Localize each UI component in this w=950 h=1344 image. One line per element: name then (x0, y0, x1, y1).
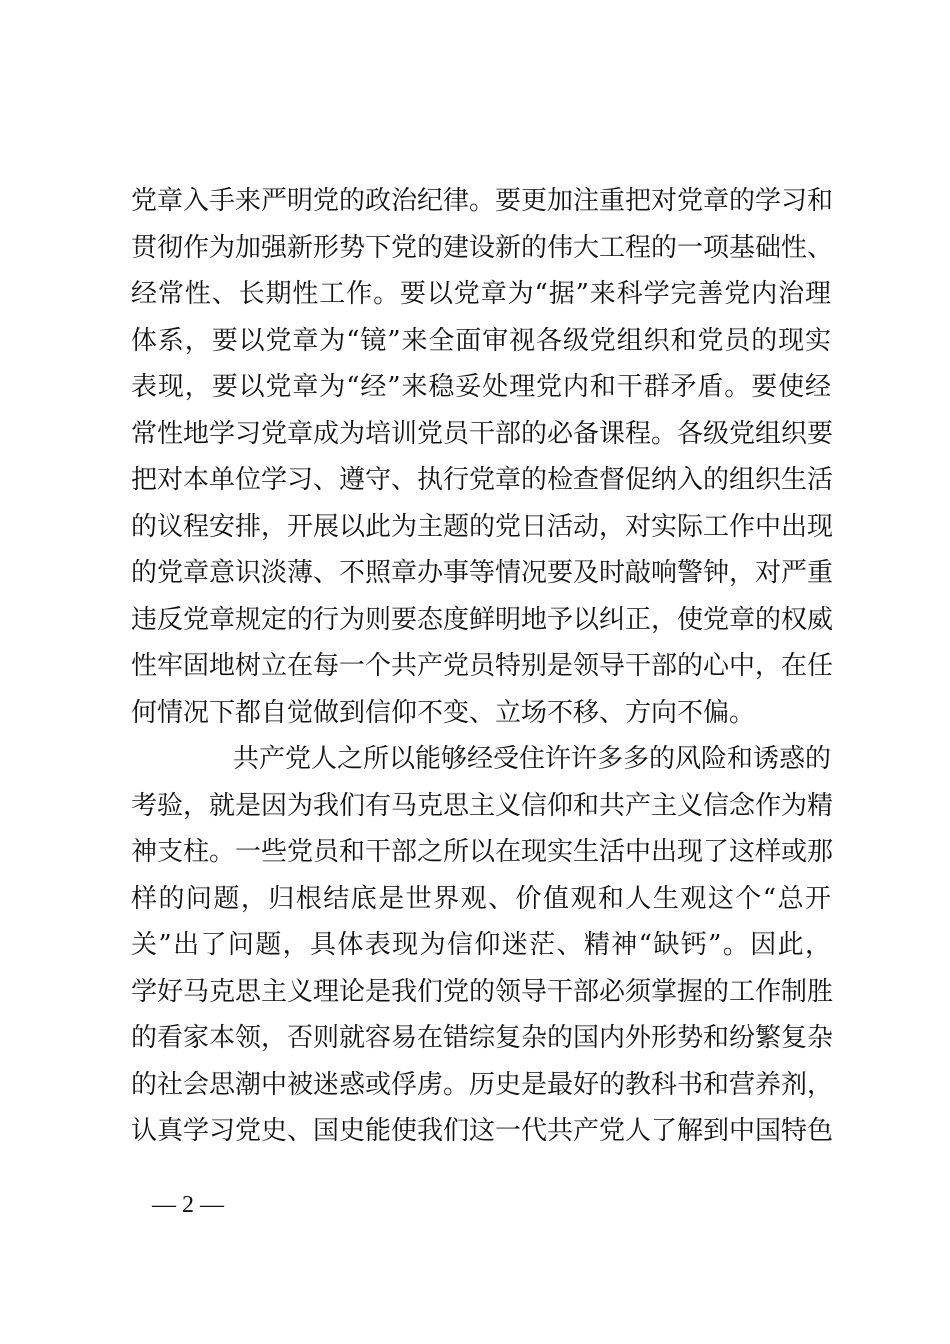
text-line: 把对本单位学习、遵守、执行党章的检查督促纳入的组织生活 (131, 465, 834, 495)
text-line: 何情况下都自觉做到信仰不变、立场不移、方向不偏。 (131, 697, 756, 728)
text-line: 性牢固地树立在每一个共产党员特别是领导干部的心中，在任 (131, 651, 834, 681)
text-line: 学好马克思主义理论是我们党的领导干部必须掌握的工作制胜 (131, 976, 834, 1007)
text-line: 神支柱。一些党员和干部之所以在现实生活中出现了这样或那 (131, 837, 834, 867)
text-line: 常性地学习党章成为培训党员干部的必备课程。各级党组织要 (131, 418, 834, 449)
text-line: 认真学习党史、国史能使我们这一代共产党人了解到中国特色 (131, 1116, 834, 1146)
body-text (131, 178, 834, 1155)
page-number: — 2 — (152, 1192, 224, 1218)
text-line: 贯彻作为加强新形势下党的建设新的伟大工程的一项基础性、 (131, 232, 834, 263)
text-line: 共产党人之所以能够经受住许许多多的风险和诱惑的 (233, 744, 832, 774)
text-line: 经常性、长期性工作。要以党章为“据”来科学完善党内治理 (131, 279, 831, 309)
text-line: 党章入手来严明党的政治纪律。要更加注重把对党章的学习和 (131, 186, 834, 216)
text-line: 考验，就是因为我们有马克思主义信仰和共产主义信念作为精 (131, 790, 834, 821)
text-line: 的看家本领，否则就容易在错综复杂的国内外形势和纷繁复杂 (131, 1023, 834, 1053)
text-line: 的社会思潮中被迷惑或俘虏。历史是最好的教科书和营养剂， (131, 1069, 834, 1100)
text-line: 的议程安排，开展以此为主题的党日活动，对实际工作中出现 (131, 511, 834, 542)
text-line: 样的问题，归根结底是世界观、价值观和人生观这个“总开 (131, 883, 831, 914)
text-line: 关”出了问题，具体表现为信仰迷茫、精神“缺钙”。因此， (131, 930, 831, 960)
text-line: 表现，要以党章为“经”来稳妥处理党内和干群矛盾。要使经 (131, 372, 831, 402)
text-line: 体系，要以党章为“镜”来全面审视各级党组织和党员的现实 (131, 325, 831, 356)
text-line: 违反党章规定的行为则要态度鲜明地予以纠正，使党章的权威 (131, 604, 834, 635)
text-line: 的党章意识淡薄、不照章办事等情况要及时敲响警钟，对严重 (131, 558, 834, 588)
